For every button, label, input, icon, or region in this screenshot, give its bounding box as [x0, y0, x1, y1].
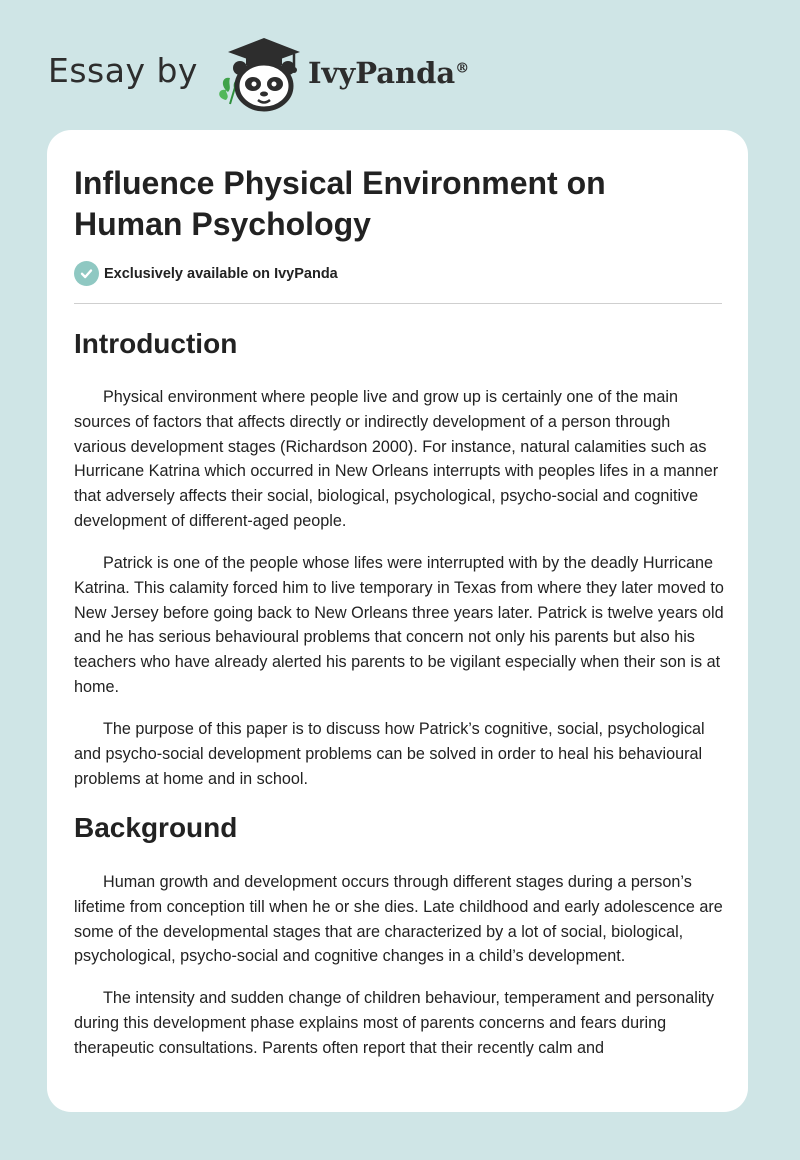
- brand-prefix: Essay by: [48, 50, 198, 90]
- paragraph: The purpose of this paper is to discuss how Patrick’s cognitive, social, psychological and psycho-social development problems can be solved in order to heal his behavioural problems at home and in school.: [74, 720, 705, 788]
- check-icon: [74, 261, 99, 286]
- brand-name: IvyPanda®: [307, 56, 470, 90]
- paragraph: The intensity and sudden change of children behaviour, temperament and personality during this development phase explains most of parents concerns and fears during therapeutic consultations. Parents often report that their recently calm and: [74, 989, 715, 1057]
- essay-title: Influence Physical Environment on Human Psychology: [74, 165, 606, 242]
- paragraph: Physical environment where people live and grow up is certainly one of the main sources of factors that affects directly or indirectly development of a person through various development stages (Richardson 2000). For instance, natural calamities such as Hurricane Katrina which occurred in New Orleans interrupts with peoples lifes in a manner that adversely affects their social, biological, psychological, psycho-social and cognitive development of different-aged people.: [74, 388, 719, 530]
- section-heading-introduction: Introduction: [74, 328, 238, 359]
- exclusive-badge: [74, 261, 338, 286]
- essay-card: [47, 130, 748, 1112]
- paragraph: Human growth and development occurs through different stages during a person’s lifetime from conception till when he or she dies. Late childhood and early adolescence are some of the developmental stages that are characterized by a lot of social, biological, psychological, psycho-social and cognitive changes in a child’s development.: [74, 873, 723, 966]
- brand-header: [48, 34, 469, 114]
- registered-mark: ®: [455, 60, 470, 77]
- exclusive-text: Exclusively available on IvyPanda: [104, 265, 338, 282]
- section-heading-background: Background: [74, 812, 238, 843]
- panda-graduate-icon: [214, 34, 306, 114]
- paragraph: Patrick is one of the people whose lifes were interrupted with by the deadly Hurricane Katrina. This calamity forced him to live temporary in Texas from where they later moved to New Jersey before going back to New Orleans three years later. Patrick is twelve years old and he has serious behavioural problems that concern not only his parents but also his teachers who have already alerted his parents to be vigilant especially when their son is at home.: [74, 554, 724, 696]
- divider: [74, 303, 722, 304]
